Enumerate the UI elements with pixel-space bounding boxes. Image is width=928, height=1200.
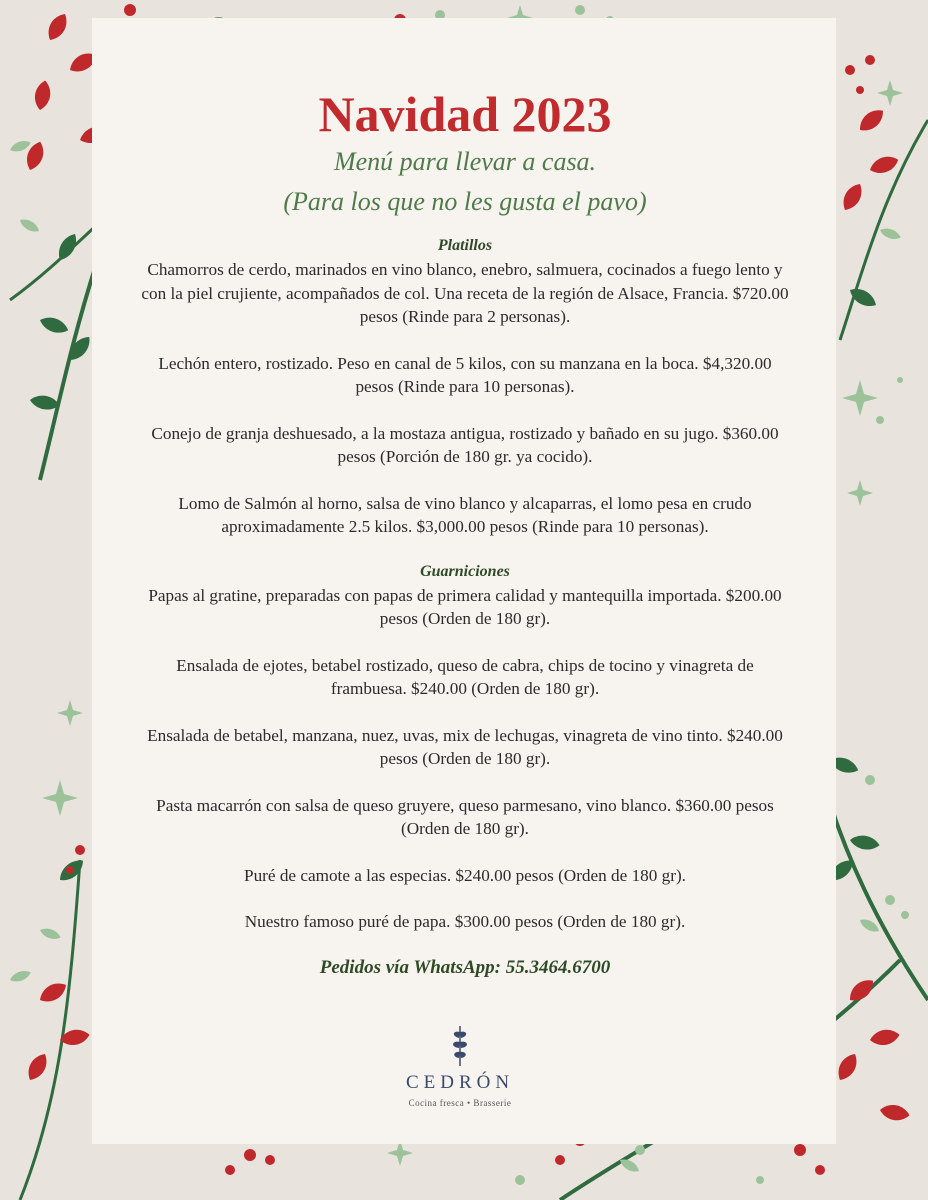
menu-item: Lomo de Salmón al horno, salsa de vino blanco y alcaparras, el lomo pesa en crudo aproximadamente 2.5 kilos. $3,000.00 pesos (Rinde para 10 personas). bbox=[178, 493, 752, 536]
menu-item: Puré de camote a las especias. $240.00 pesos (Orden de 180 gr). bbox=[244, 865, 686, 885]
menu-item: Papas al gratine, preparadas con papas de primera calidad y mantequilla importada. $200.00 pesos (Orden de 180 gr). bbox=[148, 585, 782, 628]
brand-name: CEDRÓN bbox=[405, 1072, 515, 1093]
menu-item: Ensalada de betabel, manzana, nuez, uvas, mix de lechugas, vinagreta de vino tinto. $240.00 pesos (Orden de 180 gr). bbox=[147, 725, 783, 768]
menu-item: Pasta macarrón con salsa de queso gruyere, queso parmesano, vino blanco. $360.00 pesos (Orden de 180 gr). bbox=[156, 795, 774, 838]
section-heading-guarniciones: Guarniciones bbox=[420, 562, 510, 580]
menu-item: Lechón entero, rostizado. Peso en canal de 5 kilos, con su manzana en la boca. $4,320.00 pesos (Rinde para 10 personas). bbox=[158, 353, 772, 396]
olive-sprig-icon bbox=[445, 1022, 475, 1066]
menu-item: Chamorros de cerdo, marinados en vino blanco, enebro, salmuera, cocinados a fuego lento y con la piel crujiente, acompañados de col. Una receta de la región de Alsace, Francia. $720.00 pesos (Rinde para 2 personas). bbox=[141, 260, 789, 326]
menu-item: Conejo de granja deshuesado, a la mostaza antigua, rostizado y bañado en su jugo. $360.00 pesos (Porción de 180 gr. ya cocido). bbox=[151, 423, 779, 466]
menu-subtitle: Menú para llevar a casa. bbox=[333, 147, 597, 176]
menu-note: (Para los que no les gusta el pavo) bbox=[283, 187, 647, 216]
brand-tagline: Cocina fresca • Brasserie bbox=[408, 1098, 512, 1108]
brand-logo bbox=[360, 1022, 560, 1108]
whatsapp-order-text: Pedidos vía WhatsApp: 55.3464.6700 bbox=[319, 956, 611, 978]
menu-content bbox=[140, 84, 790, 979]
menu-item: Nuestro famoso puré de papa. $300.00 pesos (Orden de 180 gr). bbox=[244, 912, 686, 931]
page-title: Navidad 2023 bbox=[318, 86, 612, 142]
menu-item: Ensalada de ejotes, betabel rostizado, queso de cabra, chips de tocino y vinagreta de frambuesa. $240.00 (Orden de 180 gr). bbox=[176, 655, 754, 698]
section-heading-platillos: Platillos bbox=[437, 237, 493, 254]
